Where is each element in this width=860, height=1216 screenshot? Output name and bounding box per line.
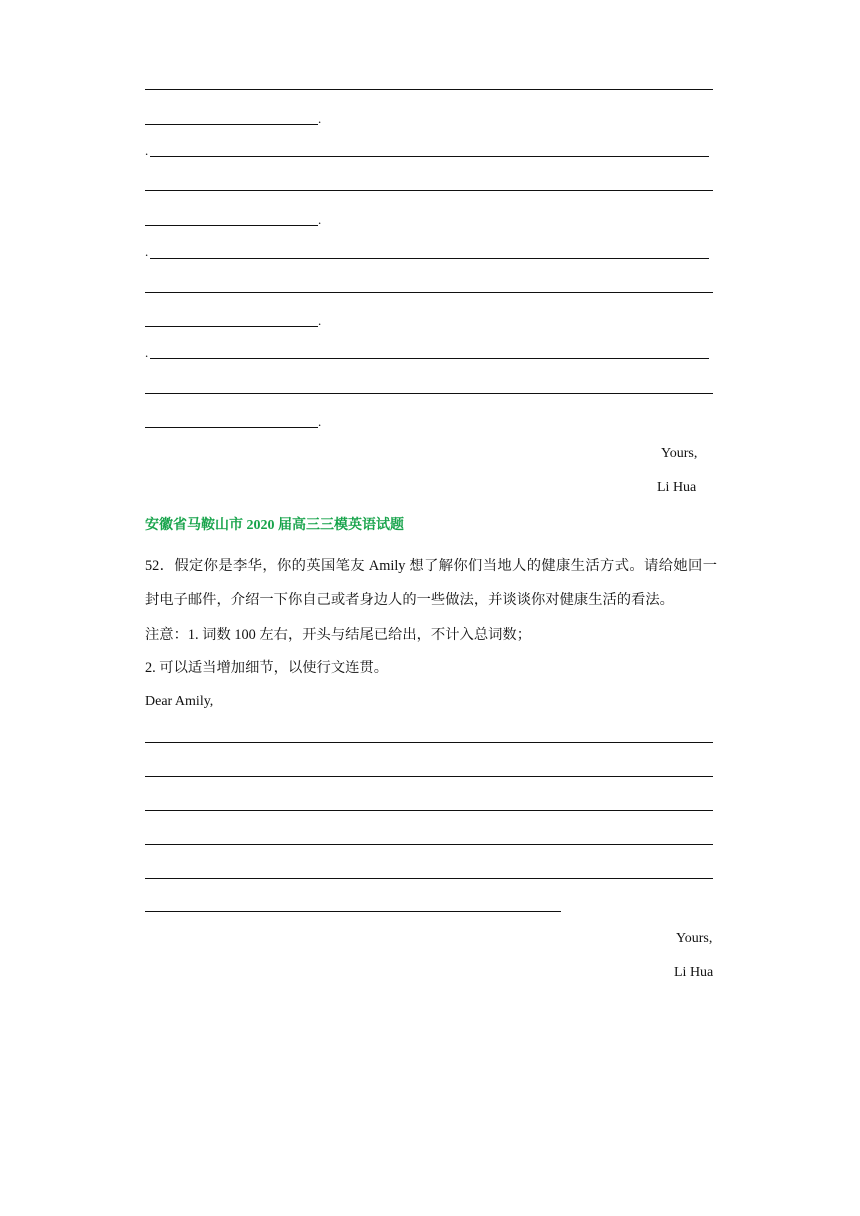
period-mark: . — [318, 313, 322, 328]
answer-line — [145, 742, 713, 743]
lead-dot: . — [145, 244, 149, 259]
answer-line — [150, 156, 709, 157]
answer-line-partial — [145, 911, 561, 912]
answer-line — [145, 878, 713, 879]
answer-line — [145, 810, 713, 811]
note-2: 2. 可以适当增加细节，以使行文连贯。 — [145, 660, 389, 676]
answer-line — [150, 358, 709, 359]
lead-dot: . — [145, 143, 149, 158]
answer-line-short — [145, 124, 318, 125]
answer-line — [145, 190, 713, 191]
note-1: 注意：1. 词数 100 左右，开头与结尾已给出，不计入总词数； — [145, 627, 532, 643]
answer-line-short — [145, 427, 318, 428]
period-mark: . — [318, 111, 322, 126]
answer-line — [145, 89, 713, 90]
answer-line — [145, 393, 713, 394]
period-mark: . — [318, 212, 322, 227]
sign-off: Yours, — [676, 931, 713, 946]
sign-off: Yours, — [661, 446, 698, 461]
answer-line — [145, 776, 713, 777]
answer-line-short — [145, 326, 318, 327]
signature: Li Hua — [674, 965, 714, 980]
answer-line — [145, 844, 713, 845]
signature: Li Hua — [657, 480, 697, 495]
answer-line — [150, 258, 709, 259]
greeting: Dear Amily, — [145, 694, 214, 709]
section-heading: 安徽省马鞍山市 2020 届高三三模英语试题 — [145, 518, 404, 533]
period-mark: . — [318, 414, 322, 429]
answer-line — [145, 292, 713, 293]
answer-line-short — [145, 225, 318, 226]
lead-dot: . — [145, 345, 149, 360]
question-text: 52．假定你是李华，你的英国笔友 Amily 想了解你们当地人的健康生活方式。请给她回一封电子邮件，介绍一下你自己或者身边人的一些做法，并谈谈你对健康生活的看法。 — [145, 558, 717, 608]
